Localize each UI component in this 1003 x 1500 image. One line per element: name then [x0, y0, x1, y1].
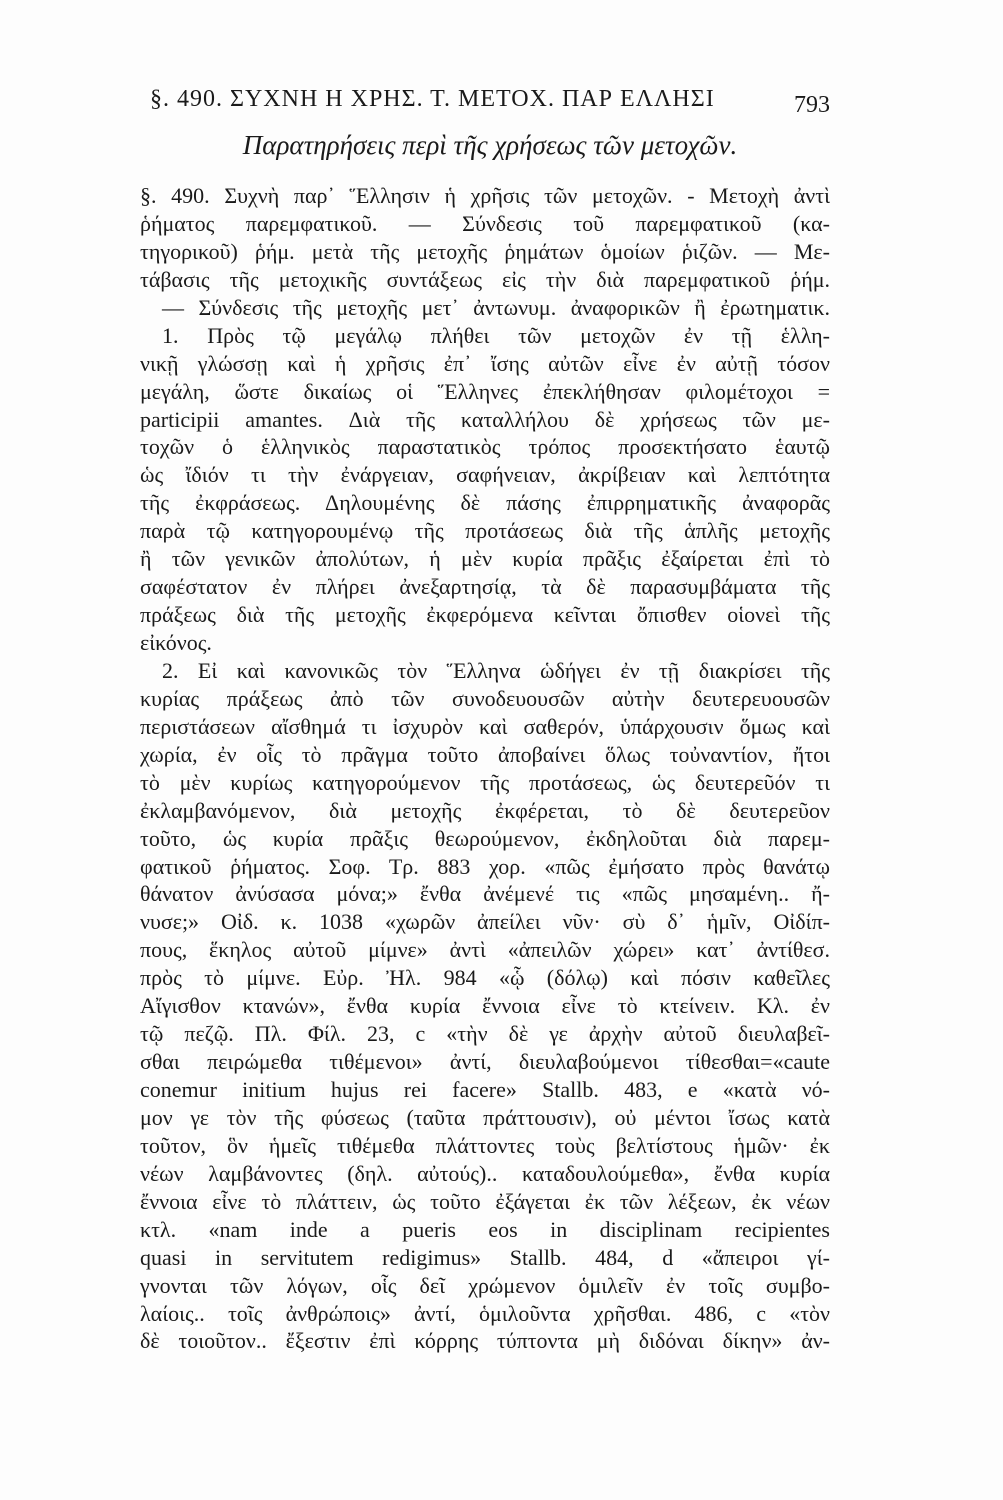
text-line: πους, ἕκηλος αὐτοῦ μίμνε» ἀντὶ «ἀπειλῶν χώρει» κατ᾽ ἀντίθεσ. — [140, 937, 830, 963]
text-line: φατικοῦ ῥήματος. Σοφ. Τρ. 883 χορ. «πῶς ἐμήσατο πρὸς θανάτῳ — [140, 853, 830, 879]
text-line: quasi in servitutem redigimus» Stallb. 484, d «ἄπειροι γί- — [140, 1244, 830, 1270]
text-line: μον γε τὸν τῆς φύσεως (ταῦτα πράττουσιν), οὐ μέντοι ἴσως κατὰ — [140, 1104, 830, 1130]
text-line: λαίοις.. τοῖς ἀνθρώποις» ἀντί, ὁμιλοῦντα χρῆσθαι. 486, c «τὸν — [140, 1300, 830, 1326]
section-title: Παρατηρήσεις περὶ τῆς χρήσεως τῶν μετοχῶν. — [242, 130, 738, 160]
text-line: τοῦτον, ὃν ἡμεῖς τιθέμεθα πλάττοντες τοὺς βελτίστους ἡμῶν· ἐκ — [140, 1132, 830, 1158]
text-line: κτλ. «nam inde a pueris eos in disciplinam recipientes — [140, 1216, 830, 1242]
text-line: σθαι πειρώμεθα τιθέμενοι» ἀντί, διευλαβούμενοι τίθεσθαι=«caute — [140, 1049, 830, 1075]
text-line: conemur initium hujus rei facere» Stallb. 483, e «κατὰ νό- — [140, 1077, 830, 1102]
text-line: δὲ τοιοῦτον.. ἔξεστιν ἐπὶ κόρρης τύπτοντα μὴ διδόναι δίκην» ἀν- — [140, 1328, 830, 1354]
text-line: νικῇ γλώσσῃ καὶ ἡ χρῆσις ἐπ᾽ ἴσης αὐτῶν εἶνε ἐν αὐτῇ τόσον — [140, 350, 830, 376]
text-line: τηγορικοῦ) ῥήμ. μετὰ τῆς μετοχῆς ῥημάτων ὁμοίων ῥιζῶν. — Με- — [140, 238, 830, 264]
running-head-title: §. 490. ΣΥΧΝΗ Η ΧΡΗΣ. Τ. ΜΕΤΟΧ. ΠΑΡ ΕΛΛΗΣΙ — [150, 86, 715, 112]
paragraph-1-start: 1. Πρὸς τῷ μεγάλῳ πλήθει τῶν μετοχῶν ἐν τῇ ἑλλη- — [162, 322, 830, 348]
text-line: ὡς ἴδιόν τι τὴν ἐνάργειαν, σαφήνειαν, ἀκρίβειαν καὶ λεπτότητα — [140, 462, 830, 488]
text-line: σαφέστατον ἐν πλήρει ἀνεξαρτησίᾳ, τὰ δὲ παρασυμβάματα τῆς — [140, 574, 830, 600]
text-line: χωρία, ἐν οἷς τὸ πρᾶγμα τοῦτο ἀποβαίνει ὅλως τοὐναντίον, ἤτοι — [140, 741, 830, 767]
text-line: γνονται τῶν λόγων, οἷς δεῖ χρώμενον ὁμιλεῖν ἐν τοῖς συμβο- — [140, 1272, 830, 1298]
text-line: πρὸς τὸ μίμνε. Εὐρ. Ἠλ. 984 «ᾧ (δόλῳ) καὶ πόσιν καθεῖλες — [140, 965, 830, 991]
text-line: τοῦτο, ὡς κυρία πρᾶξις θεωρούμενον, ἐκδηλοῦται διὰ παρεμ- — [140, 825, 830, 851]
text-line: τὸ μὲν κυρίως κατηγορούμενον τῆς προτάσεως, ὡς δευτερεῦόν τι — [140, 769, 830, 795]
text-line: νυσε;» Οἰδ. κ. 1038 «χωρῶν ἀπείλει νῦν· σὺ δ᾽ ἡμῖν, Οἰδίπ- — [140, 909, 830, 935]
text-line: παρὰ τῷ κατηγορουμένῳ τῆς προτάσεως διὰ τῆς ἁπλῆς μετοχῆς — [140, 518, 830, 544]
text-line: θάνατον ἀνύσασα μόνα;» ἔνθα ἀνέμενέ τις «πῶς μησαμένη.. ἤ- — [140, 881, 830, 907]
paragraph-2-start: 2. Εἰ καὶ κανονικῶς τὸν Ἕλληνα ὡδήγει ἐν τῇ διακρίσει τῆς — [162, 657, 830, 683]
text-line: τῆς ἐκφράσεως. Δηλουμένης δὲ πάσης ἐπιρρηματικῆς ἀναφορᾶς — [140, 490, 830, 516]
text-line: ἔννοια εἶνε τὸ πλάττειν, ὡς τοῦτο ἐξάγεται ἐκ τῶν λέξεων, ἐκ νέων — [140, 1188, 830, 1214]
text-line: κυρίας πράξεως ἀπὸ τῶν συνοδευουσῶν αὐτὴν δευτερευουσῶν — [140, 685, 830, 711]
text-line: ἢ τῶν γενικῶν ἀπολύτων, ἡ μὲν κυρία πρᾶξις ἐξαίρεται ἐπὶ τὸ — [140, 546, 830, 572]
text-line: §. 490. Συχνὴ παρ᾽ Ἕλλησιν ἡ χρῆσις τῶν μετοχῶν. - Μετοχὴ ἀντὶ — [140, 183, 830, 208]
running-head — [150, 80, 830, 124]
text-line: τάβασις τῆς μετοχικῆς συντάξεως εἰς τὴν διὰ παρεμφατικοῦ ῥήμ. — [140, 266, 830, 292]
text-line: νέων λαμβάνοντες (δηλ. αὐτούς).. καταδουλούμεθα», ἔνθα κυρία — [140, 1160, 830, 1186]
text-line: participii amantes. Διὰ τῆς καταλλήλου δὲ χρήσεως τῶν με- — [140, 406, 830, 432]
text-line: τῷ πεζῷ. Πλ. Φίλ. 23, c «τὴν δὲ γε ἀρχὴν αὐτοῦ διευλαβεῖ- — [140, 1021, 830, 1047]
page-number: 793 — [794, 92, 830, 118]
text-line: ῥήματος παρεμφατικοῦ. — Σύνδεσις τοῦ παρεμφατικοῦ (κα- — [140, 210, 830, 236]
text-line: πράξεως διὰ τῆς μετοχῆς ἐκφερόμενα κεῖνται ὄπισθεν οἱονεὶ τῆς — [140, 602, 830, 628]
text-line: μεγάλη, ὥστε δικαίως οἱ Ἕλληνες ἐπεκλήθησαν φιλομέτοχοι = — [140, 378, 830, 404]
text-line: — Σύνδεσις τῆς μετοχῆς μετ᾽ ἀντωνυμ. ἀναφορικῶν ἢ ἐρωτηματικ. — [162, 294, 830, 320]
text-line: Αἴγισθον κτανών», ἔνθα κυρία ἔννοια εἶνε τὸ κτείνειν. Κλ. ἐν — [140, 993, 830, 1019]
body-text — [140, 182, 830, 1355]
text-line: περιστάσεων αἴσθημά τι ἰσχυρὸν καὶ σαθερόν, ὑπάρχουσιν ὅμως καὶ — [140, 713, 830, 739]
text-line: εἰκόνος. — [140, 630, 212, 655]
text-line: τοχῶν ὁ ἑλληνικὸς παραστατικὸς τρόπος προσεκτήσατο ἑαυτῷ — [140, 434, 830, 460]
text-line: ἐκλαμβανόμενον, διὰ μετοχῆς ἐκφέρεται, τὸ δὲ δευτερεῦον — [140, 797, 830, 823]
